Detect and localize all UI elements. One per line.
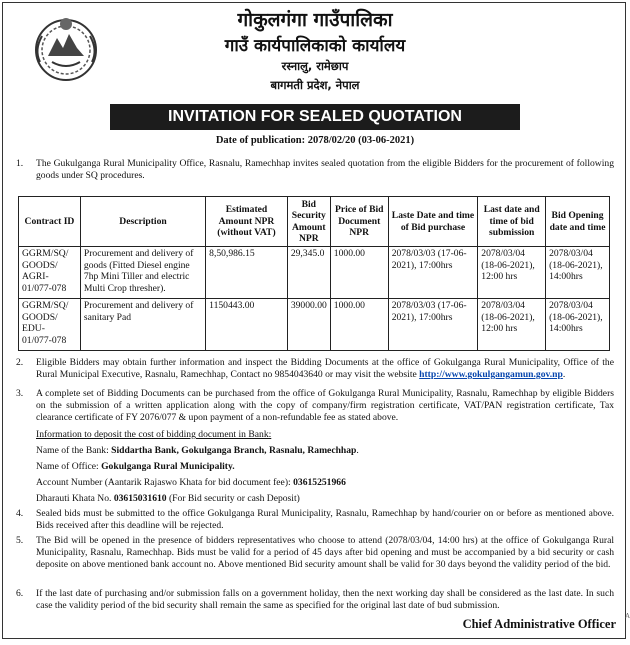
header-last-submission-date: Last date and time of bid submission — [478, 197, 546, 247]
cell-bid-security: 39000.00 — [287, 299, 330, 351]
item-1-number: 1. — [16, 158, 24, 169]
item-2-body: Eligible Bidders may obtain further information and inspect the Bidding Documents at the office of Gokulganga Rural Municipality, Office of the Rural Municipal Executive, Rasnalu, Ramechhap, Contact no 9854043640 or may visit the website — [36, 357, 614, 380]
cell-contract-id: GGRM/SQ/ GOODS/ AGRI- 01/077-078 — [19, 247, 81, 299]
account-number-line — [36, 477, 346, 488]
table-row — [19, 299, 610, 351]
cell-estimated-amount: 1150443.00 — [206, 299, 288, 351]
bank-name-label: Name of the Bank: — [36, 445, 109, 456]
office-name-label: Name of Office: — [36, 461, 99, 472]
item-5 — [16, 535, 614, 571]
office-name-nepali: गाउँ कार्यपालिकाको कार्यालय — [224, 36, 406, 56]
account-number-value: 03615251966 — [293, 477, 346, 488]
dharauti-note: (For Bid security or cash Deposit) — [168, 493, 300, 504]
item-4-number: 4. — [16, 508, 24, 519]
account-number-label: Account Number (Aantarik Rajaswo Khata for bid document fee): — [36, 477, 291, 488]
item-6 — [16, 588, 614, 612]
table-row — [19, 247, 610, 299]
cell-bid-opening-date: 2078/03/04 (18-06-2021), 14:00hrs — [546, 247, 610, 299]
item-2-end: . — [562, 369, 566, 380]
province-nepali: बागमती प्रदेश, नेपाल — [270, 78, 360, 92]
office-name-value: Gokulganga Rural Municipality. — [101, 461, 235, 472]
header-description: Description — [80, 197, 205, 247]
cell-last-submission-date: 2078/03/04 (18-06-2021), 12:00 hrs — [478, 299, 546, 351]
office-address-nepali: रस्नालु, रामेछाप — [281, 59, 349, 73]
cell-last-purchase-date: 2078/03/03 (17-06-2021), 17:00hrs — [388, 299, 478, 351]
cell-description: Procurement and delivery of sanitary Pad — [80, 299, 205, 351]
bank-name-end: . — [356, 445, 359, 456]
dharauti-label: Dharauti Khata No. — [36, 493, 112, 504]
cell-contract-id: GGRM/SQ/ GOODS/ EDU- 01/077-078 — [19, 299, 81, 351]
item-5-number: 5. — [16, 535, 24, 546]
item-1 — [16, 158, 614, 182]
signature-title: Chief Administrative Officer — [462, 617, 616, 631]
office-name-line — [36, 461, 235, 472]
bank-name-value: Siddartha Bank, Gokulganga Branch, Rasnalu, Ramechhap — [111, 445, 357, 456]
quotation-table — [18, 196, 610, 351]
header-price-bid-document: Price of Bid Document NPR — [330, 197, 388, 247]
item-6-number: 6. — [16, 588, 24, 599]
item-2 — [16, 357, 614, 381]
item-6-text: If the last date of purchasing and/or submission falls on a government holiday, then the next working day shall be considered as the last date. In such case the validity period of the bid security shall remain the same as specified for the original last date of bud submission. — [36, 588, 614, 611]
cell-estimated-amount: 8,50,986.15 — [206, 247, 288, 299]
header-bid-security: Bid Security Amount NPR — [287, 197, 330, 247]
item-3-number: 3. — [16, 388, 24, 399]
dharauti-value: 03615031610 — [113, 493, 167, 504]
cell-description: Procurement and delivery of goods (Fitted Diesel engine 7hp Mini Tiller and electric Multi Crop thresher). — [80, 247, 205, 299]
bank-name-line — [36, 445, 359, 456]
item-4-text: Sealed bids must be submitted to the office Gokulganga Rural Municipality, Rasnalu, Ramechhap by hand/courier on or before as mentioned above. Bids received after this deadline will be rejected. — [36, 508, 614, 531]
cell-last-purchase-date: 2078/03/03 (17-06-2021), 17:00hrs — [388, 247, 478, 299]
header-bid-opening-date: Bid Opening date and time — [546, 197, 610, 247]
item-3-text: A complete set of Bidding Documents can be purchased from the office of Gokulganga Rural Municipality, Rasnalu, Ramechhap by eligible Bidders on the submission of a written application along with the copy of company/firm registration certificate, VAT/PAN registration certificate, Tax clearance certificate of FY 2076/077 & upon payment of a non-refundable fee as stated above. — [36, 388, 614, 423]
bank-info-heading: Information to deposit the cost of bidding document in Bank: — [36, 429, 272, 440]
item-2-number: 2. — [16, 357, 24, 368]
cell-bid-security: 29,345.0 — [287, 247, 330, 299]
item-2-text — [36, 357, 614, 381]
item-4 — [16, 508, 614, 532]
item-1-text: The Gukulganga Rural Municipality Office, Rasnalu, Ramechhap invites sealed quotation from the eligible Bidders for the procurement of following goods under SQ procedures. — [36, 158, 614, 181]
website-link[interactable]: http://www.gokulgangamun.gov.np — [419, 369, 563, 380]
header-contract-id: Contract ID — [19, 197, 81, 247]
edge-mark: A — [624, 612, 630, 620]
notice-title: INVITATION FOR SEALED QUOTATION — [110, 104, 520, 130]
cell-last-submission-date: 2078/03/04 (18-06-2021), 12:00 hrs — [478, 247, 546, 299]
publication-date: Date of publication: 2078/02/20 (03-06-2021) — [215, 135, 415, 146]
dharauti-line — [36, 493, 300, 504]
header-last-purchase-date: Laste Date and time of Bid purchase — [388, 197, 478, 247]
cell-bid-opening-date: 2078/03/04 (18-06-2021), 14:00hrs — [546, 299, 610, 351]
item-5-text: The Bid will be opened in the presence of bidders representatives who choose to attend (2078/03/04, 14:00 hrs) at the office of Gokulganga Rural Municipality, Rasnalu, Ramechhap. Bids must be valid for a period of 45 days after bid opening and must be accompanied by a bid security or cash deposite on above mentioned bank account no. Above mentioned Bid security amount shall be valid for 30 days beyond the validity period of the bid. — [36, 535, 614, 570]
cell-price-bid-document: 1000.00 — [330, 299, 388, 351]
item-3 — [16, 388, 614, 424]
header-estimated-amount: Estimated Amount NPR (without VAT) — [206, 197, 288, 247]
municipality-name-nepali: गोकुलगंगा गाउँपालिका — [237, 9, 393, 31]
cell-price-bid-document: 1000.00 — [330, 247, 388, 299]
table-header-row — [19, 197, 610, 247]
